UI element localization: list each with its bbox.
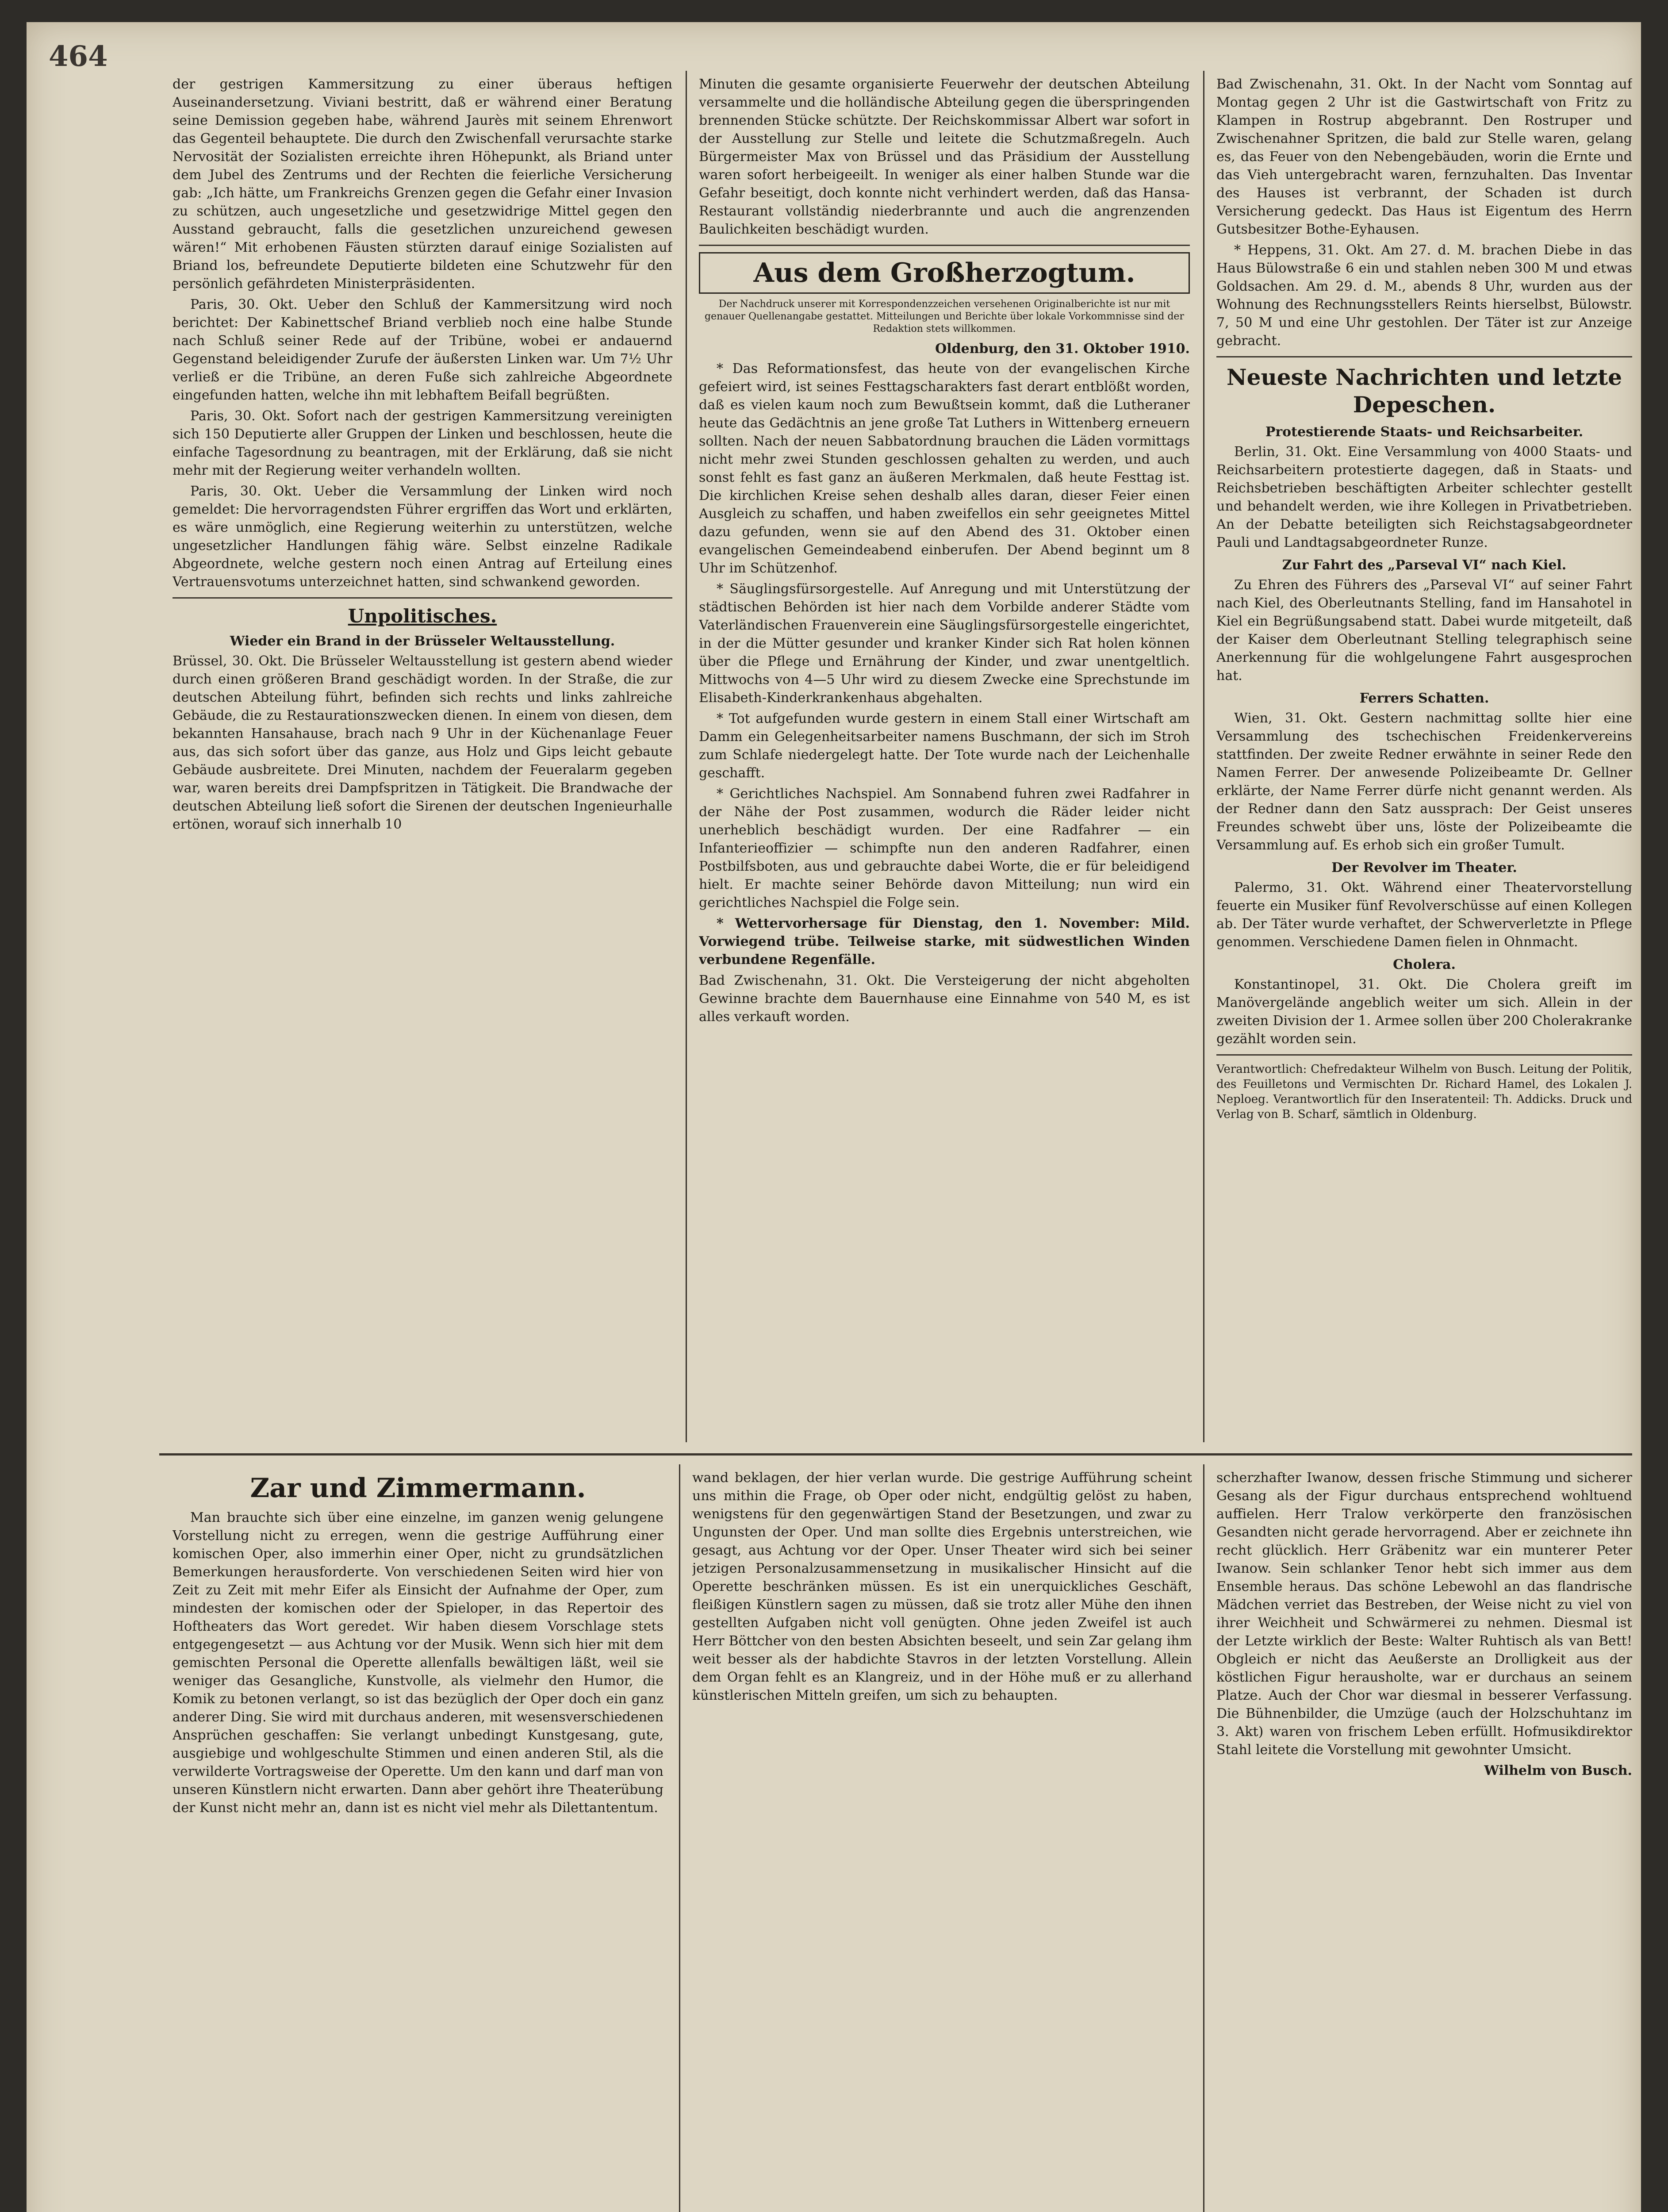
column-rule <box>686 71 687 1442</box>
article-paragraph: Bad Zwischenahn, 31. Okt. Die Versteigerung der nicht abgeholten Gewinne brachte dem Bauernhause eine Einnahme von 540 M, es ist alles verkauft worden. <box>699 973 1190 1025</box>
column-latest-news <box>1216 75 1632 1442</box>
article-paragraph: Zu Ehren des Führers des „Parseval VI“ auf seiner Fahrt nach Kiel, des Oberleutnants Stelling, fand im Hansahotel in Kiel ein Begrüßungsabend statt. Dabei wurde mitgeteilt, daß der Kaiser dem Oberleutnant Stelling telegraphisch seine Anerkennung für die wohlgelungene Fahrt ausgesprochen hat. <box>1216 577 1632 684</box>
article-subheading: Wieder ein Brand in der Brüsseler Weltausstellung. <box>230 634 615 649</box>
section-heading-unpolitisches: Unpolitisches. <box>348 605 497 627</box>
article-paragraph: Brüssel, 30. Okt. Die Brüsseler Weltausstellung ist gestern abend wieder durch einen größeren Brand geschädigt worden. In der Straße, die zur deutschen Abteilung führt, befinden sich rechts und links zahlreiche Gebäude, die zu Restaurationszwecken dienen. In einem von diesen, dem bekannten Hansahause, brach nach 9 Uhr in der Küchenanlage Feuer aus, das sich sofort über das ganze, aus Holz und Gips leicht gebaute Gebäude ausbreitete. Drei Minuten, nachdem der Feueralarm gegeben war, waren bereits drei Dampfspritzen in Tätigkeit. Die Brandwache der deutschen Abteilung ließ sofort die Sirenen der deutschen Ingenieurhalle ertönen, worauf sich innerhalb 10 <box>173 653 672 832</box>
article-paragraph: * Gerichtliches Nachspiel. Am Sonnabend fuhren zwei Radfahrer in der Nähe der Post zusammen, wodurch die Räder leider nicht unerheblich beschädigt wurden. Der eine Radfahrer — ein Infanterieoffizier — schimpfte nun den anderen Radfahrer, einen Postbilfsboten, aus und gebrauchte dabei Worte, die er für beleidigend hielt. Er machte seiner Behörde davon Mitteilung; nun wird ein gerichtliches Nachspiel die Folge sein. <box>699 786 1190 910</box>
article-paragraph: Paris, 30. Okt. Ueber die Versammlung der Linken wird noch gemeldet: Die hervorragendsten Führer ergriffen das Wort und erklärten, es wäre unmöglich, eine Regierung weiterhin zu unterstützen, welche ungesetzlicher Handlungen fähig wäre. Selbst einzelne Radikale Abgeordnete, welche gestern noch einen Antrag auf Erteilung eines Vertrauensvotums unterzeichnet hatten, sind schwankend geworden. <box>173 484 672 590</box>
feuilleton-column-1 <box>173 1469 663 2212</box>
weather-forecast: * Wettervorhersage für Dienstag, den 1. November: Mild. Vorwiegend trübe. Teilweise starke, mit südwestlichen Winden verbundene Regenfälle. <box>699 916 1190 968</box>
article-subheading: Zur Fahrt des „Parseval VI“ nach Kiel. <box>1282 557 1567 573</box>
article-paragraph: Paris, 30. Okt. Sofort nach der gestrigen Kammersitzung vereinigten sich 150 Deputierte aller Gruppen der Linken und beschlossen, heute die einfache Tagesordnung zu beantragen, mit der Erklärung, daß sie nicht mehr mit der Regierung weiter verhandeln wollten. <box>173 408 672 478</box>
section-heading-grossherzogtum: Aus dem Großherzogtum. <box>699 252 1190 294</box>
review-paragraph: wand beklagen, der hier verlan wurde. Die gestrige Aufführung scheint uns mithin die Frage, ob Oper oder nicht, endgültig gelöst zu haben, wenigstens für den gegenwärtigen Stand der Besetzungen, und zwar zu Ungunsten der Oper. Und man sollte dies Ergebnis unterstreichen, wie gesagt, aus Achtung vor der Oper. Unser Theater wird sich bei seiner jetzigen Personalzusammensetzung in musikalischer Hinsicht auf die Operette beschränken müssen. Es ist ein unerquickliches Geschäft, fleißigen Künstlern sagen zu müssen, daß sie trotz aller Mühe den ihnen gestellten Aufgaben nicht voll genügten. Ohne jeden Zweifel ist auch Herr Böttcher von den besten Absichten beseelt, und sein Zar gelang ihm weit besser als der habdichte Stavros in der letzten Vorstellung. Allein dem Organ fehlt es an Klangreiz, und in der Höhe muß er zu allerhand künstlerischen Mitteln greifen, um sich zu behaupten. <box>692 1470 1192 1703</box>
author-signature: Wilhelm von Busch. <box>1484 1763 1632 1778</box>
dateline: Oldenburg, den 31. Oktober 1910. <box>935 341 1190 357</box>
section-divider <box>1216 356 1632 357</box>
article-paragraph: Paris, 30. Okt. Ueber den Schluß der Kammersitzung wird noch berichtet: Der Kabinettschef Briand verblieb noch eine halbe Stunde nach Schluß seiner Rede auf der Tribüne, wobei er andauernd Gegenstand beleidigender Zurufe der äußersten Linken war. Um 7½ Uhr verließ er die Tribüne, an deren Fuße sich zahlreiche Abgeordnete eingefunden hatten, welche ihn mit lebhaftem Beifall begrüßten. <box>173 297 672 403</box>
article-paragraph: * Tot aufgefunden wurde gestern in einem Stall einer Wirtschaft am Damm ein Gelegenheitsarbeiter namens Buschmann, der sich im Stroh zum Schlafe niedergelegt hatte. Der Tote wurde nach der Leichenhalle geschafft. <box>699 711 1190 781</box>
page-number: 464 <box>49 40 108 73</box>
section-divider <box>1216 1054 1632 1056</box>
article-paragraph: * Das Reformationsfest, das heute von der evangelischen Kirche gefeiert wird, ist seines Festtagscharakters fast derart entblößt worden, daß es vielen kaum noch zum Bewußtsein kommt, daß die Lutheraner heute das Gedächtnis an jene große Tat Luthers in Wittenberg erneuern sollten. Nach der neuen Sabbatordnung brauchen die Läden vormittags nicht mehr zwei Stunden geschlossen gehalten zu werden, und auch sonst fehlt es fast ganz an äußeren Merkmalen, daß heute Festtag ist. Die kirchlichen Kreise sehen deshalb alles daran, dieser Feier einen Ausgleich zu schaffen, und haben zweifellos ein sehr geeignetes Mittel dazu gefunden, wenn sie auf den Abend des 31. Oktober einen evangelischen Gemeindeabend einberufen. Der Abend beginnt um 8 Uhr im Schützenhof. <box>699 361 1190 576</box>
column-grossherzogtum <box>699 75 1190 1442</box>
article-paragraph: Bad Zwischenahn, 31. Okt. In der Nacht vom Sonntag auf Montag gegen 2 Uhr ist die Gastwirtschaft von Fritz zu Klampen in Rostrup abgebrannt. Den Rostruper und Zwischenahner Spritzen, die bald zur Stelle waren, gelang es, das Feuer von den Nebengebäuden, worin die Ernte und das Vieh untergebracht waren, fernzuhalten. Das Inventar des Hauses ist verbrannt, der Schaden ist durch Versicherung gedeckt. Das Haus ist Eigentum des Herrn Gutsbesitzer Bothe-Eyhausen. <box>1216 77 1632 237</box>
article-paragraph: Palermo, 31. Okt. Während einer Theatervorstellung feuerte ein Musiker fünf Revolverschüsse auf einen Kollegen ab. Der Täter wurde verhaftet, der Schwerverletzte in Pflege genommen. Verschiedene Damen fielen in Ohnmacht. <box>1216 880 1632 950</box>
review-paragraph: scherzhafter Iwanow, dessen frische Stimmung und sicherer Gesang als der Figur durchaus entsprechend wohltuend auffielen. Herr Tralow verkörperte den französischen Gesandten nicht gerade hervorragend. Aber er zeichnete ihn recht glücklich. Herr Gräbenitz war ein munterer Peter Iwanow. Sein schlanker Tenor hebt sich immer aus dem Ensemble heraus. Das schöne Lebewohl an das flandrische Mädchen verriet das Bestreben, der Weise nicht zu viel von ihrer Weichheit und Schwärmerei zu nehmen. Diesmal ist der Letzte wirklich der Beste: Walter Ruhtisch als van Bett! Obgleich er nicht das Aeußerste an Drolligkeit aus der köstlichen Figur herausholte, war er durchaus an seinem Platze. Auch der Chor war diesmal in besserer Verfassung. Die Bühnenbilder, die Umzüge (auch der Holzschuhtanz im 3. Akt) waren von frischem Leben erfüllt. Hofmusikdirektor Stahl leitete die Vorstellung mit gewohnter Umsicht. <box>1216 1470 1632 1758</box>
section-heading-latest-news: Neueste Nachrichten und letzte Depeschen. <box>1226 364 1622 418</box>
article-subheading: Cholera. <box>1393 957 1456 972</box>
article-paragraph: Minuten die gesamte organisierte Feuerwehr der deutschen Abteilung versammelte und die holländische Abteilung gegen die überspringenden brennenden Stücke schützte. Der Reichskommissar Albert war sofort in der Ausstellung zur Stelle und leitete die Schutzmaßregeln. Auch Bürgermeister Max von Brüssel und das Präsidium der Ausstellung waren sofort herbeigeeilt. In weniger als einer halben Stunde war die Gefahr beseitigt, doch konnte nicht verhindert werden, daß das Hansa-Restaurant vollständig niederbrannte und auch die angrenzenden Baulichkeiten beschädigt wurden. <box>699 77 1190 237</box>
column-rule <box>1203 1464 1204 2212</box>
article-subheading: Protestierende Staats- und Reichsarbeiter. <box>1265 424 1584 440</box>
feuilleton-column-2 <box>692 1469 1192 2212</box>
article-subheading: Der Revolver im Theater. <box>1331 860 1517 876</box>
column-politics <box>173 75 672 1442</box>
section-divider <box>173 597 672 599</box>
feuilleton-title: Zar und Zimmermann. <box>250 1473 586 1504</box>
feuilleton-column-3 <box>1216 1469 1632 2212</box>
article-paragraph: * Heppens, 31. Okt. Am 27. d. M. brachen Diebe in das Haus Bülowstraße 6 ein und stahlen neben 300 M und etwas Goldsachen. Am 29. d. M., abends 8 Uhr, wurden aus der Wohnung des Rechnungsstellers Reints hierselbst, Bülowstr. 7, 50 M und eine Uhr gestohlen. Der Täter ist zur Anzeige gebracht. <box>1216 242 1632 349</box>
reprint-note: Der Nachdruck unserer mit Korrespondenzzeichen versehenen Originalberichte ist nur mit genauer Quellenangabe gestattet. Mitteilungen und Berichte über lokale Vorkommnisse sind der Redaktion stets willkommen. <box>705 299 1184 334</box>
review-paragraph: Man brauchte sich über eine einzelne, im ganzen wenig gelungene Vorstellung nicht zu erregen, wenn die gestrige Aufführung einer komischen Oper, also immerhin einer Oper, nicht zu grundsätzlichen Bemerkungen herausforderte. Von verschiedenen Seiten wird hier von Zeit zu Zeit mit mehr Eifer als Einsicht der Aufnahme der Oper, zum mindesten der komischen oder der Spieloper, in das Repertoir des Hoftheaters das Wort geredet. Wir haben diesem Vorschlage stets entgegengesetzt — aus Achtung vor der Musik. Wenn sich hier mit dem gemischten Personal die Operette allenfalls bewältigen läßt, weil sie weniger das Gesangliche, Kunstvolle, als vielmehr den Humor, die Komik zu betonen verlangt, so ist das bezüglich der Oper doch ein ganz anderer Ding. Sie wird mit durchaus anderen, mit wesensverschiedenen Ansprüchen geschaffen: Sie verlangt unbedingt Kunstgesang, gute, ausgiebige und wohlgeschulte Stimmen und einen anderen Stil, als die verwilderte Vortragsweise der Operette. Um den kann und darf man von unseren Künstlern nicht erwarten. Dann aber gehört ihre Theaterübung der Kunst nicht mehr an, dann ist es nicht viel mehr als Dilettantentum. <box>173 1510 663 1816</box>
article-subheading: Ferrers Schatten. <box>1359 691 1489 706</box>
column-rule <box>679 1464 680 2212</box>
imprint: Verantwortlich: Chefredakteur Wilhelm von Busch. Leitung der Politik, des Feuilletons und Vermischten Dr. Richard Hamel, des Lokalen J. Neploeg. Verantwortlich für den Inseratenteil: Th. Addicks. Druck und Verlag von B. Scharf, sämtlich in Oldenburg. <box>1216 1063 1632 1121</box>
article-paragraph: Berlin, 31. Okt. Eine Versammlung von 4000 Staats- und Reichsarbeitern protestierte dagegen, daß in Staats- und Reichsbetrieben beschäftigten Arbeiter schlechter gestellt und behandelt werden, wie ihre Kollegen in Privatbetrieben. An der Debatte beteiligten sich Reichstagsabgeordneter Pauli und Landtagsabgeordneter Runze. <box>1216 444 1632 550</box>
article-paragraph: der gestrigen Kammersitzung zu einer überaus heftigen Auseinandersetzung. Viviani bestritt, daß er während einer Beratung seine Demission gegeben habe, während Jaurès mit seinem Ehrenwort das Gegenteil behauptete. Die durch den Zwischenfall verursachte starke Nervosität der Sozialisten erreichte ihren Höhepunkt, als Briand unter dem Jubel des Zentrums und der Rechten die feierliche Versicherung gab: „Ich hätte, um Frankreichs Grenzen gegen die Gefahr einer Invasion zu schützen, auch ungesetzliche und gesetzwidrige Mittel gegen den Ausstand gebraucht, falls die gesetzlichen unzureichend gewesen wären!“ Mit erhobenen Fäusten stürzten darauf einige Sozialisten auf Briand los, befreundete Deputierte bildeten eine Schutzwehr für den persönlich gefährdeten Ministerpräsidenten. <box>173 77 672 292</box>
column-rule <box>1203 71 1204 1442</box>
newspaper-page <box>27 22 1641 2212</box>
article-paragraph: Wien, 31. Okt. Gestern nachmittag sollte hier eine Versammlung des tschechischen Freidenkervereins stattfinden. Der zweite Redner erwähnte in seiner Rede den Namen Ferrer. Der anwesende Polizeibeamte Dr. Gellner erklärte, der Name Ferrer dürfe nicht genannt werden. Als der Redner dann den Satz aussprach: Der Geist unseres Freundes schwebt über uns, löste der Polizeibeamte die Versammlung auf. Es erhob sich ein großer Tumult. <box>1216 710 1632 853</box>
section-divider <box>699 245 1190 246</box>
article-paragraph: * Säuglingsfürsorgestelle. Auf Anregung und mit Unterstützung der städtischen Behörden ist hier nach dem Vorbilde anderer Städte vom Vaterländischen Frauenverein eine Säuglingsfürsorgestelle eingerichtet, in der die Mütter gesunder und kranker Kinder sich Rat holen können über die Pflege und Ernährung der Kinder, und zwar unentgeltlich. Mittwochs von 4—5 Uhr wird zu diesem Zwecke eine Sprechstunde im Elisabeth-Kinderkrankenhaus abgehalten. <box>699 581 1190 706</box>
feuilleton-divider <box>159 1453 1632 1455</box>
article-paragraph: Konstantinopel, 31. Okt. Die Cholera greift im Manövergelände angeblich weiter um sich. Allein in der zweiten Division der 1. Armee sollen über 200 Cholerakranke gezählt worden sein. <box>1216 977 1632 1047</box>
